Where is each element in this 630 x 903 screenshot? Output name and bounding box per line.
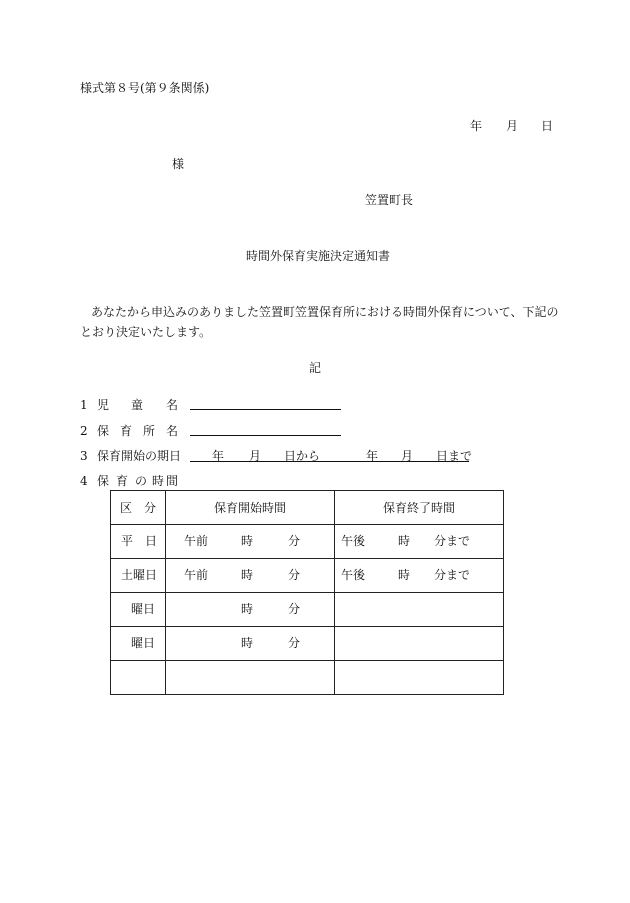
hour-label: 時 [241,568,254,582]
start-month-label: 月 [249,449,262,463]
start-time-cell[interactable] [166,627,335,661]
end-until-label: 日まで [436,449,473,463]
hour-label: 時 [241,602,254,616]
item-3-label: 保育開始の期日 [97,449,182,463]
minute-label: 分まで [434,568,471,582]
form-number: 様式第８号(第９条関係) [80,81,210,95]
minute-label: 分 [288,534,301,548]
end-month-label: 月 [401,449,414,463]
table-row [111,661,504,695]
item-4-label-char: 育 [116,474,129,488]
item-1-number: 1 [80,398,88,412]
table-row [111,525,504,559]
date-month-label: 月 [506,119,519,133]
end-time-cell[interactable] [335,627,504,661]
body-line-1: あなたから申込みのありました笠置町笠置保育所における時間外保育について、下記の [91,305,559,319]
addressee-suffix: 様 [172,157,185,171]
nursing-hours-table [110,490,504,695]
header-start-time: 保育開始時間 [166,491,335,525]
minute-label: 分 [288,602,301,616]
item-1-label-char: 児 [97,398,110,412]
item-4-label-char: の [135,474,148,488]
table-row [111,627,504,661]
item-2-number: 2 [80,424,88,438]
item-2-label-char: 名 [166,424,179,438]
end-time-cell[interactable] [335,559,504,593]
item-4-label-char: 時 [152,474,165,488]
row-category[interactable] [111,661,166,695]
start-time-cell[interactable] [166,559,335,593]
item-4-label-char: 間 [166,474,179,488]
row-category[interactable]: 曜日 [111,593,166,627]
start-date-field[interactable] [190,461,469,462]
document-title: 時間外保育実施決定通知書 [246,249,391,263]
row-category[interactable]: 曜日 [111,627,166,661]
date-day-label: 日 [541,119,554,133]
header-end-time: 保育終了時間 [335,491,504,525]
item-1-label-char: 童 [131,398,144,412]
header-category: 区 分 [111,491,166,525]
nursery-name-field[interactable] [190,435,341,436]
date-year-label: 年 [470,119,483,133]
ampm-label: 午後 [341,568,366,582]
item-4-number: 4 [80,474,88,488]
ampm-label: 午後 [341,534,366,548]
table-header-row [111,491,504,525]
issuer: 笠置町長 [365,193,414,207]
item-4-label-char: 保 [97,474,110,488]
item-3-number: 3 [80,449,88,463]
end-time-cell[interactable] [335,661,504,695]
hour-label: 時 [241,636,254,650]
hour-label: 時 [398,534,411,548]
table-row [111,593,504,627]
start-time-cell[interactable] [166,661,335,695]
minute-label: 分 [288,568,301,582]
row-category: 平 日 [111,525,166,559]
start-time-cell[interactable] [166,525,335,559]
start-year-label: 年 [212,449,225,463]
start-from-label: 日から [284,449,321,463]
end-time-cell[interactable] [335,525,504,559]
item-2-label-char: 所 [143,424,156,438]
child-name-field[interactable] [190,409,341,410]
table-row [111,559,504,593]
ampm-label: 午前 [184,568,209,582]
end-time-cell[interactable] [335,593,504,627]
minute-label: 分まで [434,534,471,548]
item-2-label-char: 保 [97,424,110,438]
minute-label: 分 [288,636,301,650]
row-category: 土曜日 [111,559,166,593]
ampm-label: 午前 [184,534,209,548]
body-line-2: とおり決定いたします。 [80,325,212,339]
ki-label: 記 [309,361,322,375]
hour-label: 時 [241,534,254,548]
item-1-label-char: 名 [166,398,179,412]
item-2-label-char: 育 [120,424,133,438]
end-year-label: 年 [366,449,379,463]
hour-label: 時 [398,568,411,582]
start-time-cell[interactable] [166,593,335,627]
